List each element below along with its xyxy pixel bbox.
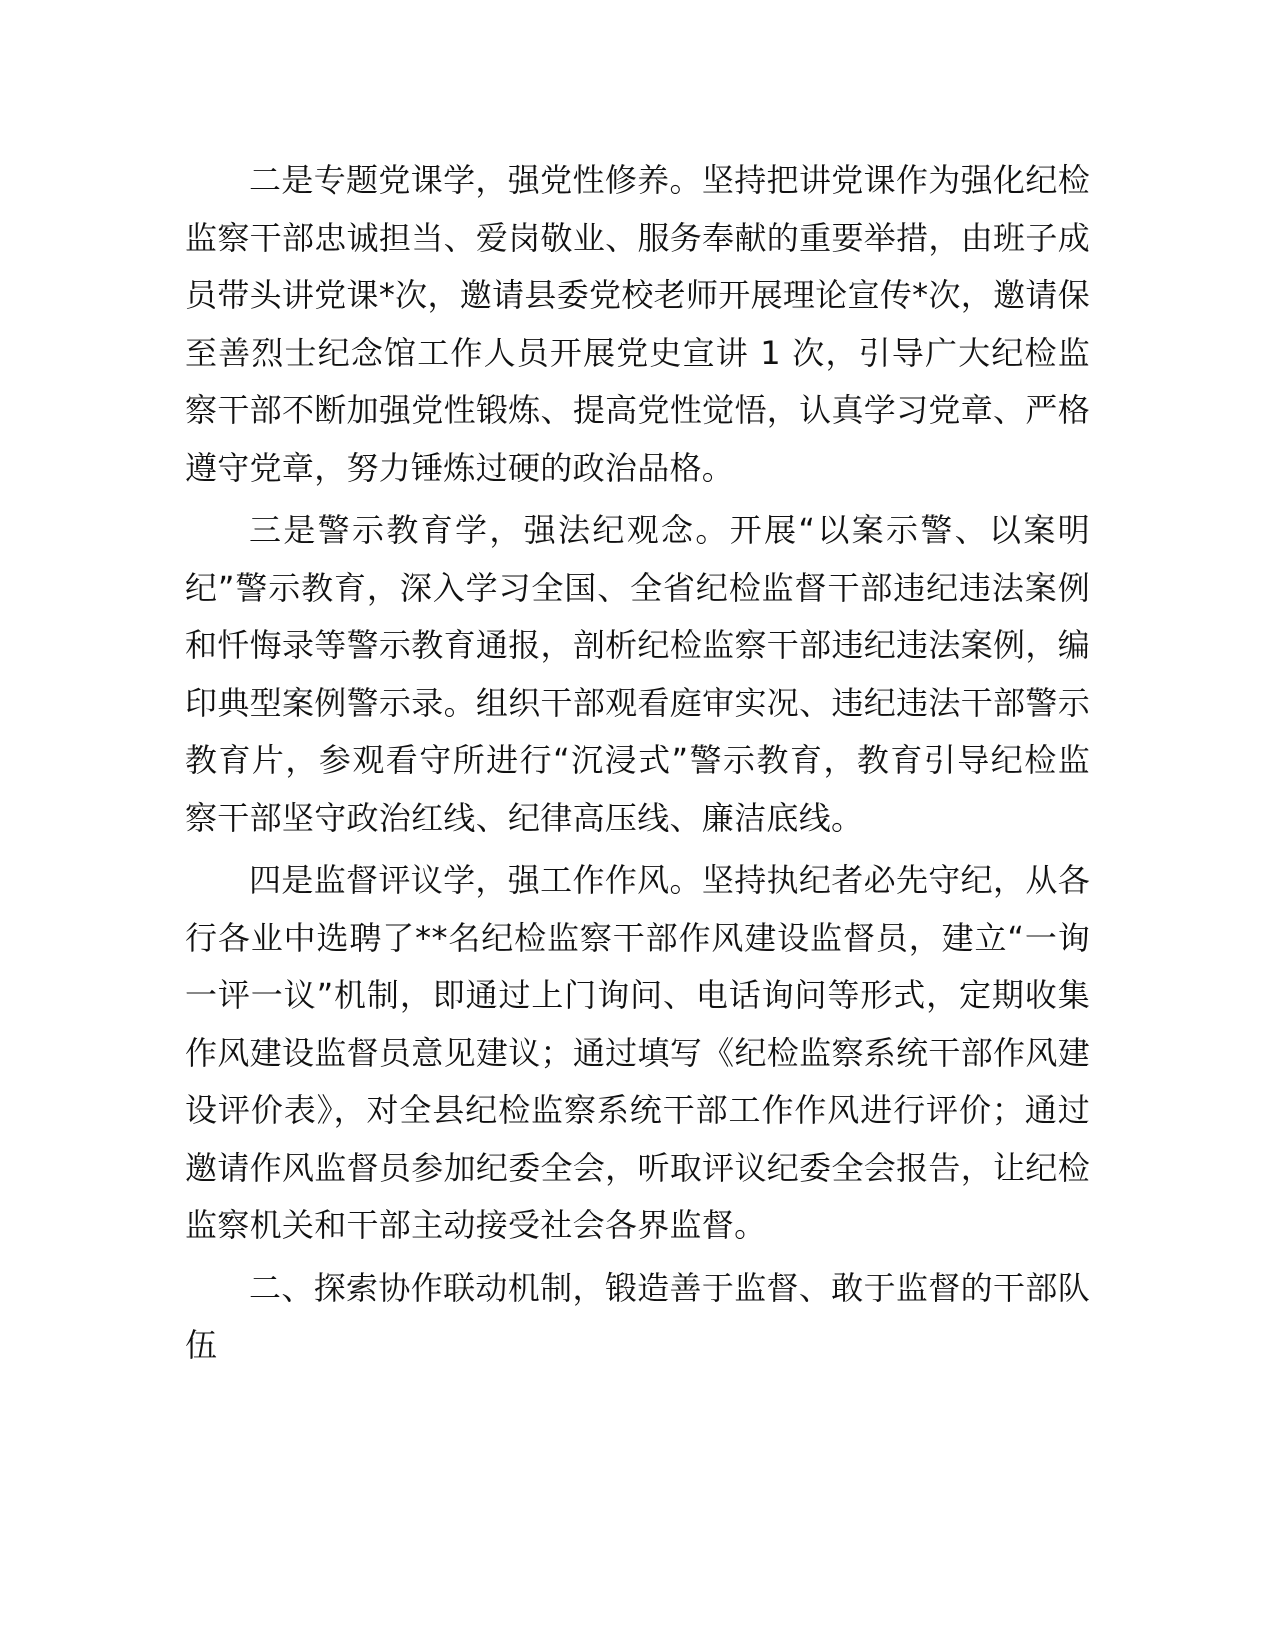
section-heading-collaboration: 二、探索协作联动机制，锻造善于监督、敢于监督的干部队伍 [185,1268,1090,1364]
paragraph-warning-education: 三是警示教育学，强法纪观念。开展“以案示警、以案明纪”警示教育，深入学习全国、全省纪检监督干部违纪违法案例和忏悔录等警示教育通报，剖析纪检监察干部违纪违法案例，编印典型案例警示录。组织干部观看庭审实况、违纪违法干部警示教育片，参观看守所进行“沉浸式”警示教育，教育引导纪检监察干部坚守政治红线、纪律高压线、廉洁底线。 [185,511,1090,837]
document-body [185,152,1090,1380]
paragraph-supervision-review: 四是监督评议学，强工作作风。坚持执纪者必先守纪，从各行各业中选聘了**名纪检监察干部作风建设监督员，建立“一询一评一议”机制，即通过上门询问、电话询问等形式，定期收集作风建设监督员意见建议；通过填写《纪检监察系统干部作风建设评价表》，对全县纪检监察系统干部工作作风进行评价；通过邀请作风监督员参加纪委全会，听取评议纪委全会报告，让纪检监察机关和干部主动接受社会各界监督。 [185,861,1090,1244]
paragraph-topic-party-lessons: 二是专题党课学，强党性修养。坚持把讲党课作为强化纪检监察干部忠诚担当、爱岗敬业、服务奉献的重要举措，由班子成员带头讲党课*次，邀请县委党校老师开展理论宣传*次，邀请保至善烈士纪念馆工作人员开展党史宣讲 1 次，引导广大纪检监察干部不断加强党性锻炼、提高党性觉悟，认真学习党章、严格遵守党章，努力锤炼过硬的政治品格。 [185,161,1090,487]
